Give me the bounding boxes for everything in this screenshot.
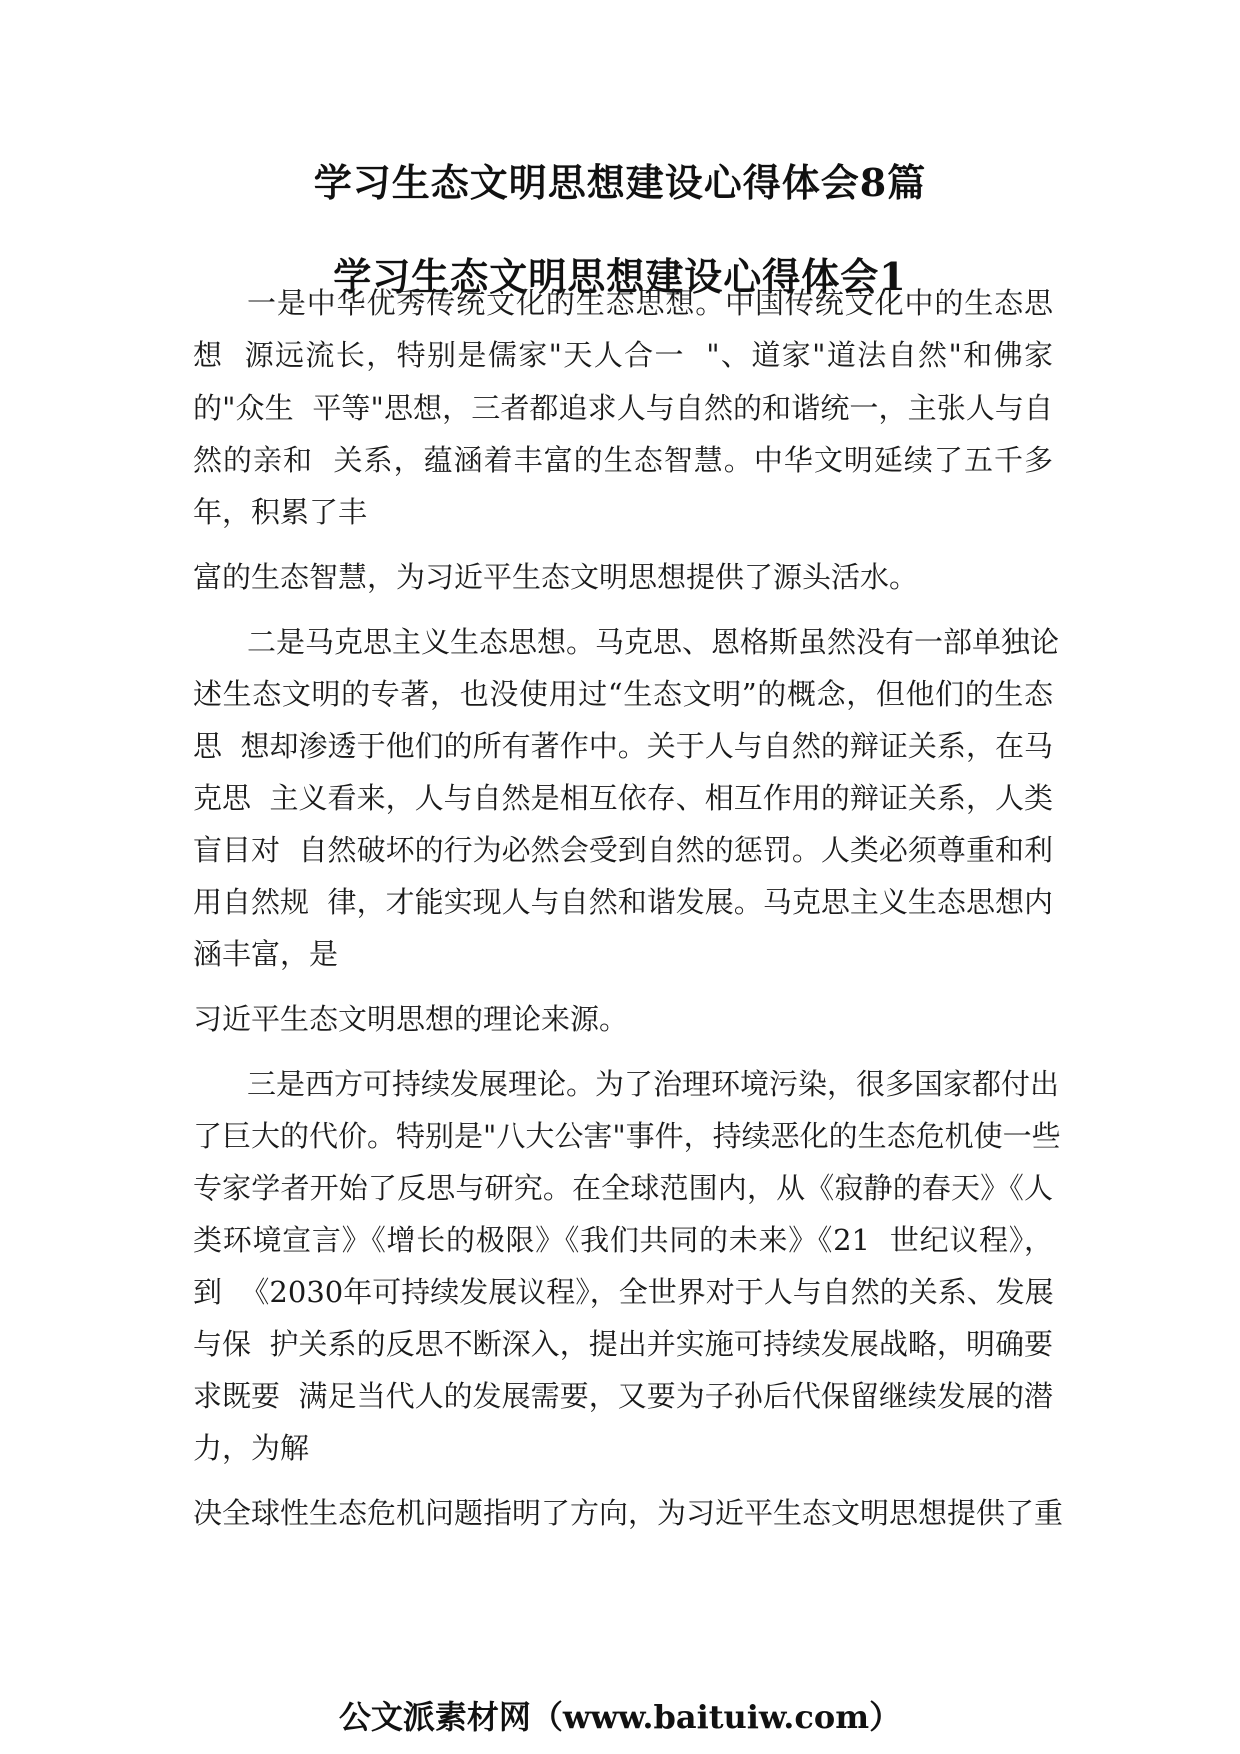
paragraph-line: 到 《2030年可持续发展议程》，全世界对于人与自然的关系、发展 — [193, 1275, 1054, 1309]
paragraph-line: 富的生态智慧，为习近平生态文明思想提供了源头活水。 — [193, 560, 919, 594]
paragraph-line: 三是西方可持续发展理论。为了治理环境污染，很多国家都付出 — [247, 1067, 1060, 1101]
paragraph-line: 决全球性生态危机问题指明了方向，为习近平生态文明思想提供了重 — [193, 1496, 1064, 1530]
paragraph-line: 涵丰富，是 — [193, 937, 339, 971]
document-title: 学习生态文明思想建设心得体会8篇 — [313, 160, 927, 205]
section-title: 学习生态文明思想建设心得体会1 — [333, 254, 907, 299]
paragraph-line: 述生态文明的专著，也没使用过“生态文明”的概念，但他们的生态 — [193, 677, 1053, 711]
paragraph-line: 习近平生态文明思想的理论来源。 — [193, 1002, 629, 1036]
paragraph-line: 二是马克思主义生态思想。马克思、恩格斯虽然没有一部单独论 — [247, 625, 1060, 659]
paragraph-line: 了巨大的代价。特别是"八大公害"事件，持续恶化的生态危机使一些 — [193, 1119, 1061, 1153]
paragraph-line: 年，积累了丰 — [193, 495, 368, 529]
paragraph-line: 力，为解 — [193, 1431, 310, 1465]
paragraph-line: 专家学者开始了反思与研究。在全球范围内，从《寂静的春天》《人 — [193, 1171, 1053, 1205]
paragraph-line: 一是中华优秀传统文化的生态思想。中国传统文化中的生态思 — [247, 286, 1053, 320]
paragraph-line: 求既要 满足当代人的发展需要，又要为子孙后代保留继续发展的潜 — [193, 1379, 1053, 1413]
paragraph-line: 克思 主义看来，人与自然是相互依存、相互作用的辩证关系，人类 — [193, 781, 1053, 815]
paragraph-line: 思 想却渗透于他们的所有著作中。关于人与自然的辩证关系，在马 — [193, 729, 1053, 763]
paragraph-line: 用自然规 律，才能实现人与自然和谐发展。马克思主义生态思想内 — [193, 885, 1053, 919]
footer-watermark: 公文派素材网（www.baituiw.com） — [338, 1698, 902, 1736]
paragraph-line: 的"众生 平等"思想，三者都追求人与自然的和谐统一，主张人与自 — [193, 391, 1053, 425]
paragraph-line: 盲目对 自然破坏的行为必然会受到自然的惩罚。人类必须尊重和利 — [193, 833, 1053, 867]
paragraph-line: 然的亲和 关系，蕴涵着丰富的生态智慧。中华文明延续了五千多 — [193, 443, 1053, 477]
paragraph-line: 类环境宣言》《增长的极限》《我们共同的未来》《21 世纪议程》， — [193, 1223, 1053, 1257]
paragraph-line: 想 源远流长，特别是儒家"天人合一 "、道家"道法自然"和佛家 — [193, 338, 1053, 372]
paragraph-line: 与保 护关系的反思不断深入，提出并实施可持续发展战略，明确要 — [193, 1327, 1053, 1361]
